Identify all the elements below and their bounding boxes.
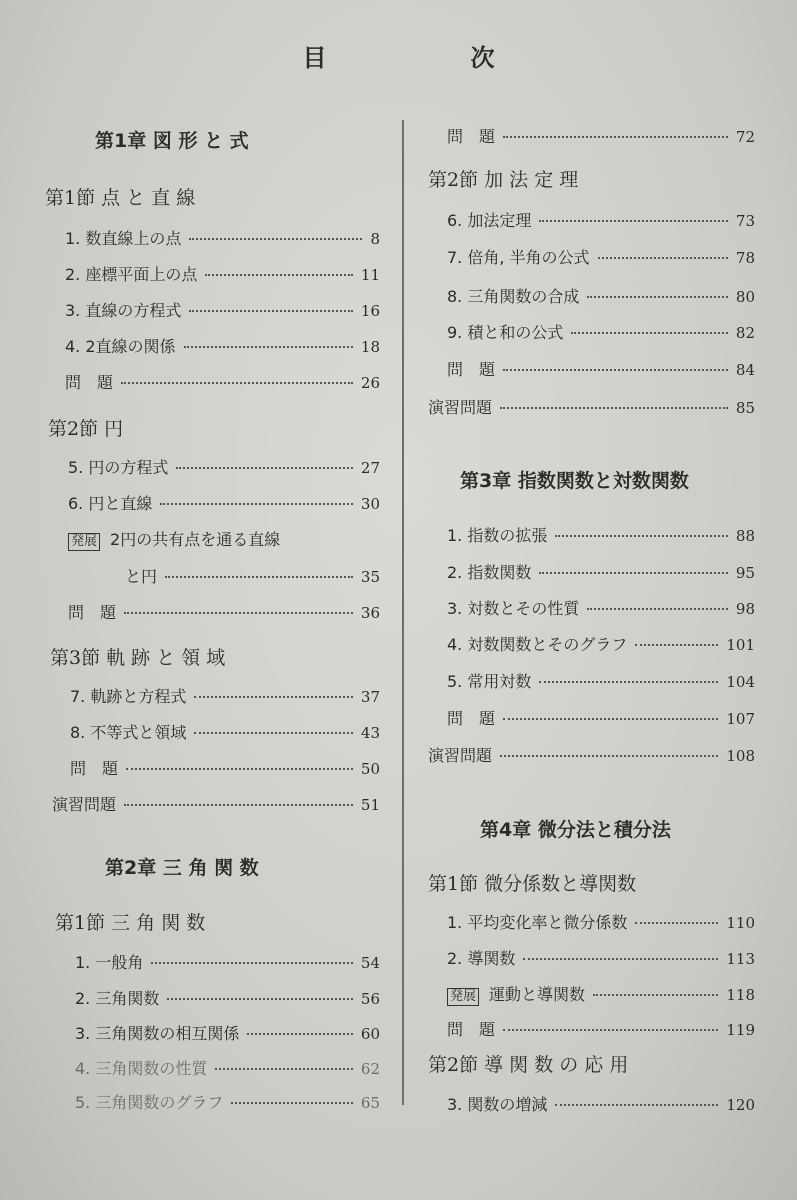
leader-dots <box>194 732 353 734</box>
leader-dots <box>121 382 353 384</box>
leader-dots <box>635 644 718 646</box>
leader-dots <box>167 998 353 1000</box>
leader-dots <box>160 503 353 505</box>
leader-dots <box>500 407 728 409</box>
leader-dots <box>587 296 728 298</box>
leader-dots <box>205 274 353 276</box>
section-heading: 第2節 円 <box>48 418 124 440</box>
toc-entry[interactable]: 2. 三角関数 56 <box>75 989 380 1008</box>
leader-dots <box>124 804 353 806</box>
chapter-2-heading: 第2章 三 角 関 数 <box>105 857 259 879</box>
leader-dots <box>231 1102 353 1104</box>
section-heading: 第1節 微分係数と導関数 <box>428 873 637 895</box>
toc-entry[interactable]: 問 題 26 <box>65 373 380 392</box>
toc-entry[interactable]: 問 題 84 <box>447 360 755 379</box>
advanced-badge: 発展 <box>447 988 479 1006</box>
advanced-entry-line2[interactable]: と円 35 <box>125 567 380 586</box>
toc-entry[interactable]: 問 題 50 <box>70 759 380 778</box>
toc-entry[interactable]: 3. 三角関数の相互関係 60 <box>75 1024 380 1043</box>
section-heading: 第3節 軌 跡 と 領 域 <box>50 647 226 669</box>
leader-dots <box>539 572 728 574</box>
toc-entry[interactable]: 3. 関数の増減 120 <box>447 1095 755 1114</box>
toc-entry[interactable]: 2. 導関数 113 <box>447 949 755 968</box>
toc-entry[interactable]: 5. 円の方程式 27 <box>68 458 380 477</box>
advanced-badge: 発展 <box>68 533 100 551</box>
leader-dots <box>247 1033 353 1035</box>
toc-entry[interactable]: 1. 数直線上の点 8 <box>65 229 380 248</box>
leader-dots <box>523 958 718 960</box>
section-heading: 第2節 加 法 定 理 <box>428 169 579 191</box>
toc-entry[interactable]: 問 題 36 <box>68 603 380 622</box>
leader-dots <box>539 681 718 683</box>
toc-entry[interactable]: 1. 平均変化率と微分係数 110 <box>447 913 755 932</box>
leader-dots <box>124 612 353 614</box>
toc-entry[interactable]: 6. 加法定理 73 <box>447 211 755 230</box>
leader-dots <box>587 608 728 610</box>
toc-entry[interactable]: 問 題 72 <box>447 127 755 146</box>
leader-dots <box>184 346 353 348</box>
leader-dots <box>189 238 362 240</box>
toc-entry[interactable]: 演習問題 85 <box>428 398 755 417</box>
page-title: 目 次 <box>302 43 555 72</box>
leader-dots <box>165 576 353 578</box>
toc-entry[interactable]: 2. 座標平面上の点 11 <box>65 265 380 284</box>
leader-dots <box>503 136 728 138</box>
chapter-4-heading: 第4章 微分法と積分法 <box>480 819 671 841</box>
leader-dots <box>500 755 718 757</box>
toc-entry[interactable]: 3. 直線の方程式 16 <box>65 301 380 320</box>
toc-entry[interactable]: 7. 軌跡と方程式 37 <box>70 687 380 706</box>
toc-entry[interactable]: 演習問題 108 <box>428 746 755 765</box>
leader-dots <box>539 220 728 222</box>
toc-entry[interactable]: 9. 積と和の公式 82 <box>447 323 755 342</box>
column-divider <box>402 120 404 1105</box>
leader-dots <box>635 922 718 924</box>
advanced-entry-line1[interactable]: 発展 2円の共有点を通る直線 <box>68 527 380 551</box>
toc-entry[interactable]: 5. 常用対数 104 <box>447 672 755 691</box>
toc-entry[interactable]: 6. 円と直線 30 <box>68 494 380 513</box>
toc-entry[interactable]: 7. 倍角, 半角の公式 78 <box>447 248 755 267</box>
toc-entry[interactable]: 演習問題 51 <box>52 795 380 814</box>
leader-dots <box>126 768 353 770</box>
chapter-3-heading: 第3章 指数関数と対数関数 <box>460 470 689 492</box>
toc-entry[interactable]: 4. 三角関数の性質 62 <box>75 1059 380 1078</box>
leader-dots <box>555 1104 718 1106</box>
toc-entry[interactable]: 問 題 119 <box>447 1020 755 1039</box>
toc-entry[interactable]: 問 題 107 <box>447 709 755 728</box>
chapter-1-heading: 第1章 図 形 と 式 <box>95 130 249 152</box>
advanced-entry[interactable]: 発展 運動と導関数 118 <box>447 982 755 1006</box>
toc-entry[interactable]: 4. 対数関数とそのグラフ 101 <box>447 635 755 654</box>
section-heading: 第1節 三 角 関 数 <box>55 912 206 934</box>
leader-dots <box>189 310 353 312</box>
leader-dots <box>503 718 718 720</box>
toc-entry[interactable]: 3. 対数とその性質 98 <box>447 599 755 618</box>
leader-dots <box>215 1068 353 1070</box>
section-heading: 第1節 点 と 直 線 <box>45 187 196 209</box>
leader-dots <box>194 696 353 698</box>
leader-dots <box>151 962 353 964</box>
toc-entry[interactable]: 8. 三角関数の合成 80 <box>447 287 755 306</box>
toc-entry[interactable]: 1. 一般角 54 <box>75 953 380 972</box>
toc-entry[interactable]: 1. 指数の拡張 88 <box>447 526 755 545</box>
leader-dots <box>571 332 728 334</box>
leader-dots <box>176 467 353 469</box>
toc-entry[interactable]: 8. 不等式と領域 43 <box>70 723 380 742</box>
section-heading: 第2節 導 関 数 の 応 用 <box>428 1054 629 1076</box>
leader-dots <box>593 994 718 996</box>
leader-dots <box>555 535 728 537</box>
leader-dots <box>503 369 728 371</box>
leader-dots <box>503 1029 718 1031</box>
leader-dots <box>598 257 728 259</box>
toc-entry[interactable]: 4. 2直線の関係 18 <box>65 337 380 356</box>
toc-entry[interactable]: 5. 三角関数のグラフ 65 <box>75 1093 380 1112</box>
toc-entry[interactable]: 2. 指数関数 95 <box>447 563 755 582</box>
